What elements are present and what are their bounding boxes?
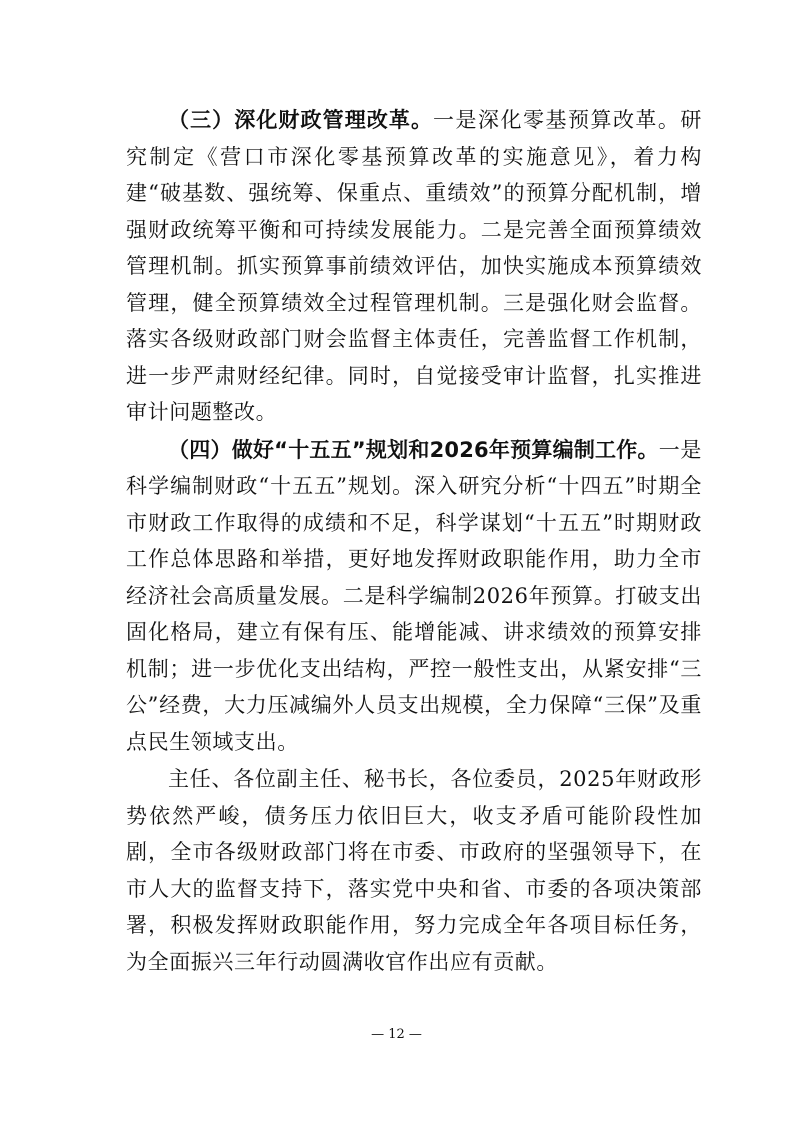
section-heading-4: （四）做好“十五五”规划和2026年预算编制工作。 bbox=[168, 437, 659, 462]
paragraph-text: 一是深化零基预算改革。研究制定《营口市深化零基预算改革的实施意见》，着力构建“破基数、强统筹、保重点、重绩效”的预算分配机制，增强财政统筹平衡和可持续发展能力。二是完善全面预算绩效管理机制。抓实预算事前绩效评估，加快实施成本预算绩效管理，健全预算绩效全过程管理机制。三是强化财会监督。落实各级财政部门财会监督主体责任，完善监督工作机制，进一步严肃财经纪律。同时，自觉接受审计监督，扎实推进审计问题整改。 bbox=[126, 108, 702, 424]
section-heading-3: （三）深化财政管理改革。 bbox=[168, 108, 434, 132]
paragraph-text: 一是科学编制财政“十五五”规划。深入研究分析“十四五”时期全市财政工作取得的成绩和不足，科学谋划“十五五”时期财政工作总体思路和举措，更好地发挥财政职能作用，助力全市经济社会高质量发展。二是科学编制2026年预算。打破支出固化格局，建立有保有压、能增能减、讲求绩效的预算安排机制；进一步优化支出结构，严控一般性支出，从紧安排“三公”经费，大力压减编外人员支出规模，全力保障“三保”及重点民生领域支出。 bbox=[126, 437, 702, 754]
paragraph-closing bbox=[126, 761, 702, 980]
paragraph-planning-budget bbox=[126, 432, 702, 761]
page-number: — 12 — bbox=[371, 1027, 422, 1042]
paragraph-text: 主任、各位副主任、秘书长，各位委员，2025年财政形势依然严峻，债务压力依旧巨大，收支矛盾可能阶段性加剧，全市各级财政部门将在市委、市政府的坚强领导下，在市人大的监督支持下，落实党中央和省、市委的各项决策部署，积极发挥财政职能作用，努力完成全年各项目标任务，为全面振兴三年行动圆满收官作出应有贡献。 bbox=[126, 767, 702, 974]
document-body bbox=[126, 102, 702, 980]
paragraph-fiscal-reform bbox=[126, 102, 702, 431]
